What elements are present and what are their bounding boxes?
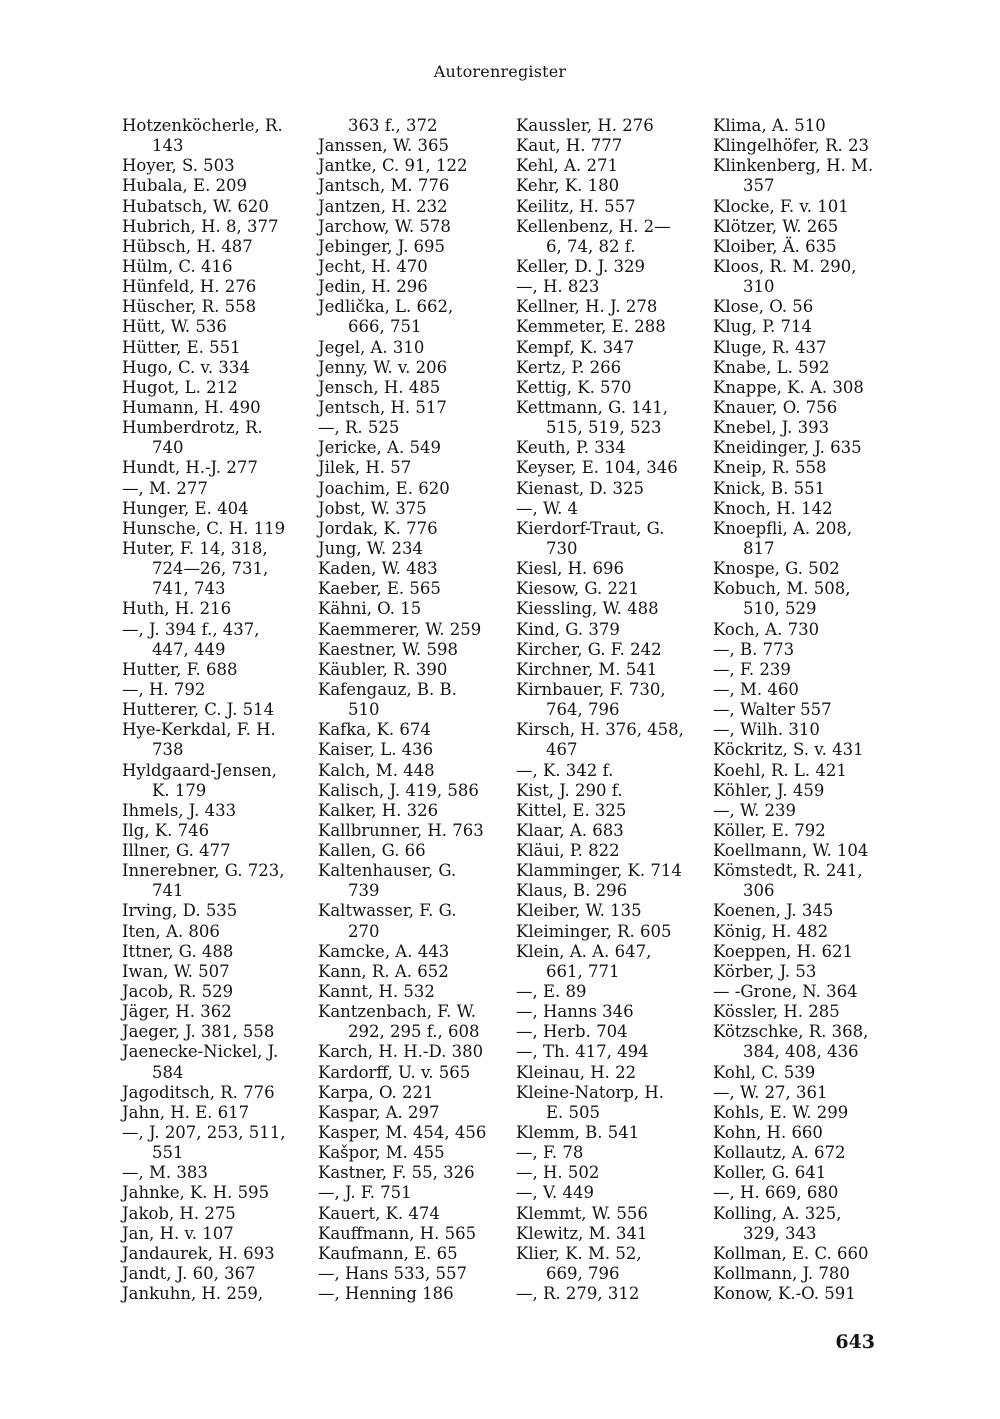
index-entry-line: Jegel, A. 310	[318, 337, 425, 357]
index-entry-line: Knabe, L. 592	[713, 357, 830, 377]
index-entry-line: Iwan, W. 507	[122, 961, 230, 981]
index-entry-line: Kluge, R. 437	[713, 337, 827, 357]
index-entry-line: 739	[348, 881, 380, 901]
index-entry-line: 6, 74, 82 f.	[546, 236, 636, 256]
index-entry-line: Kauffmann, H. 565	[318, 1223, 477, 1243]
index-entry-line: Jilek, H. 57	[318, 458, 412, 478]
index-entry-line: Jenny, W. v. 206	[318, 357, 448, 377]
index-entry-line: Kohl, C. 539	[713, 1062, 816, 1082]
index-entry-line: Kömstedt, R. 241,	[713, 861, 863, 881]
index-entry-line: —, Walter 557	[713, 700, 832, 720]
index-entry-line: Köckritz, S. v. 431	[713, 740, 864, 760]
index-entry-line: Kaltenhauser, G.	[318, 861, 457, 881]
index-entry-line: Kaden, W. 483	[318, 559, 438, 579]
index-entry-line: 730	[546, 538, 578, 558]
index-entry-line: Kantzenbach, F. W.	[318, 1002, 476, 1022]
index-entry-line: Humann, H. 490	[122, 397, 261, 417]
index-entry-line: Jecht, H. 470	[318, 256, 428, 276]
index-entry-line: Kellenbenz, H. 2—	[516, 216, 671, 236]
index-entry-line: Klingelhöfer, R. 23	[713, 136, 870, 156]
index-entry-line: Jedlička, L. 662,	[318, 297, 454, 317]
index-entry-line: —, J. 207, 253, 511,	[122, 1123, 286, 1143]
index-entry-line: Knick, B. 551	[713, 478, 826, 498]
index-entry-line: Karch, H. H.-D. 380	[318, 1042, 484, 1062]
index-entry-line: —, M. 383	[122, 1163, 208, 1183]
index-entry-line: —, H. 792	[122, 679, 206, 699]
index-entry-line: Kalker, H. 326	[318, 800, 439, 820]
index-entry-line: Hugot, L. 212	[122, 377, 238, 397]
index-entry-line: —, H. 502	[516, 1163, 600, 1183]
index-entry-line: Kafka, K. 674	[318, 720, 431, 740]
index-entry-line: Kehr, K. 180	[516, 176, 620, 196]
index-entry-line: Jebinger, J. 695	[318, 236, 446, 256]
index-entry-line: 143	[152, 136, 184, 156]
index-entry-line: —, E. 89	[516, 982, 587, 1002]
index-entry-line: Konow, K.-O. 591	[713, 1284, 856, 1304]
index-entry-line: Jedin, H. 296	[318, 277, 428, 297]
index-entry-line: Jantsch, M. 776	[318, 176, 450, 196]
index-entry-line: 741	[152, 881, 184, 901]
index-entry-line: Klier, K. M. 52,	[516, 1243, 642, 1263]
index-entry-line: Kneidinger, J. 635	[713, 438, 862, 458]
index-entry-line: Hutter, F. 688	[122, 659, 238, 679]
index-entry-line: Köller, E. 792	[713, 820, 826, 840]
index-entry-line: Kertz, P. 266	[516, 357, 622, 377]
index-entry-line: 764, 796	[546, 700, 620, 720]
index-entry-line: 666, 751	[348, 317, 422, 337]
index-entry-line: Kettmann, G. 141,	[516, 397, 668, 417]
index-entry-line: 467	[546, 740, 578, 760]
index-entry-line: 669, 796	[546, 1264, 620, 1284]
index-entry-line: —, J. 394 f., 437,	[122, 619, 260, 639]
index-entry-line: Hotzenköcherle, R.	[122, 116, 283, 135]
index-entry-line: Klewitz, M. 341	[516, 1223, 648, 1243]
index-entry-line: Hübsch, H. 487	[122, 236, 253, 256]
index-entry-line: —, R. 525	[318, 418, 400, 438]
index-entry-line: Klein, A. A. 647,	[516, 941, 652, 961]
index-entry-line: Kircher, G. F. 242	[516, 639, 662, 659]
index-entry-line: Jantzen, H. 232	[318, 196, 448, 216]
index-entry-line: Kasper, M. 454, 456	[318, 1123, 487, 1143]
index-entry-line: Kollman, E. C. 660	[713, 1243, 869, 1263]
index-entry-line: 724—26, 731,	[152, 559, 269, 579]
index-entry-line: Knospe, G. 502	[713, 559, 840, 579]
index-entry-line: Joachim, E. 620	[318, 478, 450, 498]
index-entry-line: Kirnbauer, F. 730,	[516, 679, 666, 699]
index-entry-line: Kiessling, W. 488	[516, 599, 659, 619]
index-entry-line: Kneip, R. 558	[713, 458, 827, 478]
index-entry-line: Jankuhn, H. 259,	[122, 1284, 264, 1304]
index-entry-line: —, M. 277	[122, 478, 208, 498]
index-entry-line: Köhler, J. 459	[713, 780, 825, 800]
running-head: Autorenregister	[433, 62, 567, 81]
index-entry-line: Jordak, K. 776	[318, 518, 438, 538]
index-entry-line: Jan, H. v. 107	[122, 1223, 234, 1243]
index-entry-line: Kirsch, H. 376, 458,	[516, 720, 684, 740]
index-entry-line: Kardorff, U. v. 565	[318, 1062, 471, 1082]
index-entry-line: Jacob, R. 529	[122, 982, 234, 1002]
index-entry-line: Jahnke, K. H. 595	[122, 1183, 270, 1203]
index-column-2	[318, 116, 518, 1304]
page-number: 643	[835, 1331, 875, 1353]
index-entry-line: Keuth, P. 334	[516, 438, 626, 458]
index-entry-line: Kastner, F. 55, 326	[318, 1163, 475, 1183]
index-entry-line: Kaeber, E. 565	[318, 579, 441, 599]
index-entry-line: Jaenecke-Nickel, J.	[122, 1042, 279, 1062]
index-entry-line: Jaeger, J. 381, 558	[122, 1022, 275, 1042]
index-entry-line: Kaussler, H. 276	[516, 116, 654, 135]
index-entry-line: E. 505	[546, 1102, 601, 1122]
index-entry-line: Kettig, K. 570	[516, 377, 632, 397]
index-entry-line: 310	[743, 277, 775, 297]
index-entry-line: 551	[152, 1143, 184, 1163]
index-entry-line: Ilg, K. 746	[122, 820, 210, 840]
index-entry-line: Kleinau, H. 22	[516, 1062, 637, 1082]
index-entry-line: Hüscher, R. 558	[122, 297, 257, 317]
index-entry-line: — -Grone, N. 364	[713, 982, 858, 1002]
index-entry-line: Knappe, K. A. 308	[713, 377, 864, 397]
index-entry-line: Hunger, E. 404	[122, 498, 249, 518]
index-entry-line: 738	[152, 740, 184, 760]
index-entry-line: —, Henning 186	[318, 1284, 454, 1304]
index-entry-line: Karpa, O. 221	[318, 1082, 434, 1102]
index-entry-line: —, W. 4	[516, 498, 579, 518]
index-entry-line: Kleiminger, R. 605	[516, 921, 672, 941]
index-entry-line: 292, 295 f., 608	[348, 1022, 480, 1042]
index-entry-line: Keller, D. J. 329	[516, 256, 645, 276]
index-entry-line: —, Herb. 704	[516, 1022, 628, 1042]
index-entry-line: Jagoditsch, R. 776	[122, 1082, 275, 1102]
index-entry-line: Koeppen, H. 621	[713, 941, 853, 961]
index-entry-line: Kierdorf-Traut, G.	[516, 518, 665, 538]
index-entry-line: Kamcke, A. 443	[318, 941, 450, 961]
index-entry-line: Klinkenberg, H. M.	[713, 156, 874, 176]
index-entry-line: Jentsch, H. 517	[318, 397, 447, 417]
index-entry-line: Koehl, R. L. 421	[713, 760, 847, 780]
index-entry-line: Klötzer, W. 265	[713, 216, 839, 236]
index-entry-line: Körber, J. 53	[713, 961, 817, 981]
index-entry-line: —, B. 773	[713, 639, 795, 659]
index-entry-line: Kašpor, M. 455	[318, 1143, 445, 1163]
index-entry-line: Jericke, A. 549	[318, 438, 441, 458]
index-entry-line: Ittner, G. 488	[122, 941, 234, 961]
index-entry-line: Hugo, C. v. 334	[122, 357, 250, 377]
index-entry-line: 270	[348, 921, 380, 941]
index-entry-line: Knebel, J. 393	[713, 418, 830, 438]
index-entry-line: Jakob, H. 275	[122, 1203, 236, 1223]
index-entry-line: —, H. 823	[516, 277, 600, 297]
index-entry-line: 510	[348, 700, 380, 720]
index-entry-line: Klamminger, K. 714	[516, 861, 682, 881]
index-entry-line: Jahn, H. E. 617	[122, 1102, 250, 1122]
index-entry-line: Kobuch, M. 508,	[713, 579, 851, 599]
index-entry-line: Ihmels, J. 433	[122, 800, 237, 820]
index-entry-line: Hoyer, S. 503	[122, 156, 235, 176]
index-entry-line: Kähni, O. 15	[318, 599, 422, 619]
index-entry-line: Klemm, B. 541	[516, 1123, 640, 1143]
index-entry-line: Jarchow, W. 578	[318, 216, 451, 236]
index-entry-line: Kirchner, M. 541	[516, 659, 658, 679]
index-entry-line: —, F. 239	[713, 659, 791, 679]
index-entry-line: 510, 529	[743, 599, 817, 619]
index-entry-line: Klaus, B. 296	[516, 881, 628, 901]
index-entry-line: Jandaurek, H. 693	[122, 1243, 275, 1263]
index-entry-line: Kaiser, L. 436	[318, 740, 434, 760]
index-entry-line: Kienast, D. 325	[516, 478, 645, 498]
index-entry-line: Kauert, K. 474	[318, 1203, 440, 1223]
index-entry-line: Kalisch, J. 419, 586	[318, 780, 479, 800]
index-entry-line: —, J. F. 751	[318, 1183, 412, 1203]
index-entry-line: 741, 743	[152, 579, 226, 599]
index-entry-line: Iten, A. 806	[122, 921, 220, 941]
index-entry-line: Huter, F. 14, 318,	[122, 538, 268, 558]
index-entry-line: Kohls, E. W. 299	[713, 1102, 849, 1122]
index-entry-line: Klug, P. 714	[713, 317, 813, 337]
index-entry-line: Hubrich, H. 8, 377	[122, 216, 279, 236]
index-entry-line: Kannt, H. 532	[318, 982, 435, 1002]
index-entry-line: Innerebner, G. 723,	[122, 861, 285, 881]
index-entry-line: 384, 408, 436	[743, 1042, 859, 1062]
index-entry-line: Kemmeter, E. 288	[516, 317, 666, 337]
index-entry-line: —, W. 239	[713, 800, 797, 820]
index-entry-line: Jandt, J. 60, 367	[122, 1264, 256, 1284]
index-entry-line: Klocke, F. v. 101	[713, 196, 849, 216]
index-entry-line: 817	[743, 538, 775, 558]
index-entry-line: —, Hans 533, 557	[318, 1264, 468, 1284]
index-entry-line: Jantke, C. 91, 122	[318, 156, 468, 176]
index-entry-line: Kittel, E. 325	[516, 800, 627, 820]
index-entry-line: Kloiber, Ä. 635	[713, 236, 837, 256]
index-entry-line: Kötzschke, R. 368,	[713, 1022, 869, 1042]
index-entry-line: Hubala, E. 209	[122, 176, 248, 196]
index-entry-line: Hunsche, C. H. 119	[122, 518, 286, 538]
index-entry-line: Hye-Kerkdal, F. H.	[122, 720, 276, 740]
index-entry-line: Kind, G. 379	[516, 619, 620, 639]
index-entry-line: Klose, O. 56	[713, 297, 814, 317]
index-entry-line: Hubatsch, W. 620	[122, 196, 269, 216]
index-entry-line: Kist, J. 290 f.	[516, 780, 623, 800]
index-entry-line: Knoch, H. 142	[713, 498, 833, 518]
index-entry-line: Koller, G. 641	[713, 1163, 827, 1183]
index-entry-line: —, H. 669, 680	[713, 1183, 839, 1203]
index-entry-line: Kafengauz, B. B.	[318, 679, 457, 699]
index-entry-line: Janssen, W. 365	[318, 136, 449, 156]
index-entry-line: Knauer, O. 756	[713, 397, 838, 417]
index-column-4	[713, 116, 913, 1304]
index-entry-line: Koenen, J. 345	[713, 901, 834, 921]
index-entry-line: Kiesow, G. 221	[516, 579, 640, 599]
index-entry-line: Koellmann, W. 104	[713, 841, 869, 861]
index-entry-line: Käubler, R. 390	[318, 659, 448, 679]
index-entry-line: —, Th. 417, 494	[516, 1042, 649, 1062]
index-entry-line: Klemmt, W. 556	[516, 1203, 648, 1223]
index-entry-line: Kleiber, W. 135	[516, 901, 642, 921]
index-entry-line: Koch, A. 730	[713, 619, 820, 639]
index-entry-line: Kössler, H. 285	[713, 1002, 840, 1022]
index-entry-line: Hutterer, C. J. 514	[122, 700, 275, 720]
index-entry-line: Humberdrotz, R.	[122, 418, 263, 438]
index-entry-line: —, R. 279, 312	[516, 1284, 640, 1304]
index-entry-line: Kann, R. A. 652	[318, 961, 449, 981]
index-entry-line: 306	[743, 881, 775, 901]
index-entry-line: K. 179	[152, 780, 207, 800]
index-entry-line: Jensch, H. 485	[318, 377, 441, 397]
index-entry-line: —, W. 27, 361	[713, 1082, 828, 1102]
index-entry-line: 584	[152, 1062, 184, 1082]
index-entry-line: Hyldgaard-Jensen,	[122, 760, 277, 780]
index-entry-line: 515, 519, 523	[546, 418, 662, 438]
index-column-3	[516, 116, 716, 1304]
index-entry-line: Kalch, M. 448	[318, 760, 435, 780]
index-entry-line: Kloos, R. M. 290,	[713, 256, 857, 276]
index-entry-line: Hütter, E. 551	[122, 337, 241, 357]
index-entry-line: Hünfeld, H. 276	[122, 277, 257, 297]
index-entry-line: Kaltwasser, F. G.	[318, 901, 457, 921]
index-entry-line: Keilitz, H. 557	[516, 196, 636, 216]
index-entry-line: Kiesl, H. 696	[516, 559, 624, 579]
index-entry-line: —, Hanns 346	[516, 1002, 634, 1022]
index-entry-line: Kaestner, W. 598	[318, 639, 459, 659]
index-entry-line: Huth, H. 216	[122, 599, 232, 619]
index-entry-line: Jobst, W. 375	[318, 498, 427, 518]
index-entry-line: —, Wilh. 310	[713, 720, 820, 740]
index-entry-line: 329, 343	[743, 1223, 817, 1243]
index-entry-line: Kallen, G. 66	[318, 841, 426, 861]
index-entry-line: Hundt, H.-J. 277	[122, 458, 258, 478]
index-entry-line: Kleine-Natorp, H.	[516, 1082, 665, 1102]
index-entry-line: König, H. 482	[713, 921, 829, 941]
index-entry-line: Jäger, H. 362	[122, 1002, 232, 1022]
index-entry-line: Kallbrunner, H. 763	[318, 820, 484, 840]
index-entry-line: Jung, W. 234	[318, 538, 423, 558]
index-entry-line: Kempf, K. 347	[516, 337, 635, 357]
index-entry-line: Kohn, H. 660	[713, 1123, 823, 1143]
index-entry-line: 447, 449	[152, 639, 226, 659]
index-entry-line: 740	[152, 438, 184, 458]
index-entry-line: 363 f., 372	[348, 116, 438, 135]
index-entry-line: Illner, G. 477	[122, 841, 231, 861]
index-entry-line: —, M. 460	[713, 679, 799, 699]
index-entry-line: Hütt, W. 536	[122, 317, 227, 337]
index-entry-line: 357	[743, 176, 775, 196]
index-entry-line: Kellner, H. J. 278	[516, 297, 658, 317]
index-entry-line: —, K. 342 f.	[516, 760, 614, 780]
index-entry-line: Kollautz, A. 672	[713, 1143, 846, 1163]
index-entry-line: Kehl, A. 271	[516, 156, 618, 176]
index-entry-line: Knoepfli, A. 208,	[713, 518, 853, 538]
index-entry-line: Hülm, C. 416	[122, 256, 233, 276]
index-entry-line: Kollmann, J. 780	[713, 1264, 850, 1284]
index-entry-line: Kaufmann, E. 65	[318, 1243, 458, 1263]
index-entry-line: —, F. 78	[516, 1143, 584, 1163]
index-entry-line: Kläui, P. 822	[516, 841, 620, 861]
index-entry-line: Kaspar, A. 297	[318, 1102, 440, 1122]
index-entry-line: Kolling, A. 325,	[713, 1203, 842, 1223]
index-entry-line: 661, 771	[546, 961, 620, 981]
index-entry-line: Keyser, E. 104, 346	[516, 458, 678, 478]
index-entry-line: Irving, D. 535	[122, 901, 238, 921]
index-entry-line: Kaemmerer, W. 259	[318, 619, 482, 639]
index-entry-line: Kaut, H. 777	[516, 136, 623, 156]
index-entry-line: Klima, A. 510	[713, 116, 826, 135]
index-entry-line: —, V. 449	[516, 1183, 595, 1203]
index-column-1	[122, 116, 322, 1304]
index-entry-line: Klaar, A. 683	[516, 820, 624, 840]
